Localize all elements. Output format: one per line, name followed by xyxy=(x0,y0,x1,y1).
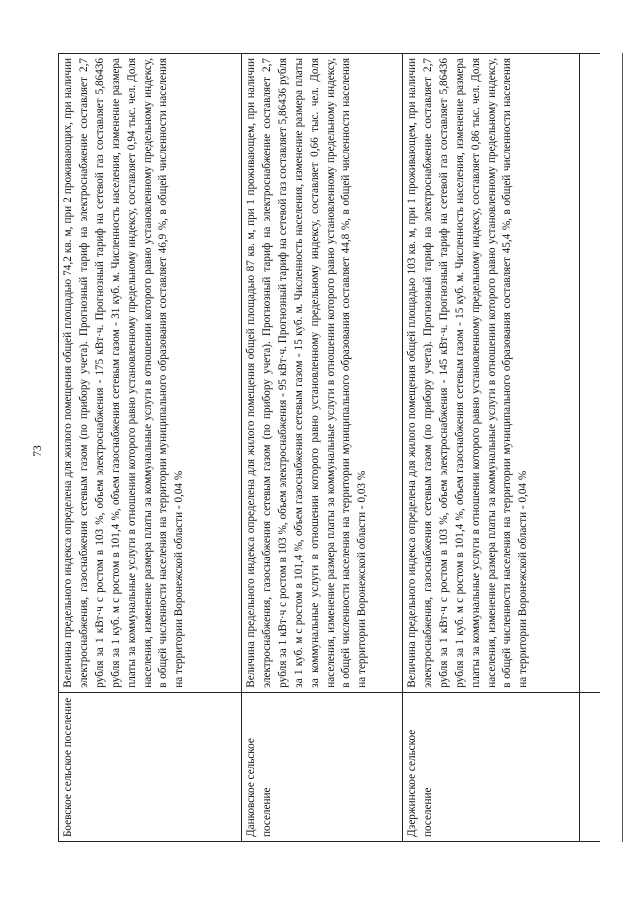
settlement-name-cell: Боевское сельское поселение xyxy=(59,692,242,841)
settlement-index-table xyxy=(58,53,600,842)
empty-cell xyxy=(580,692,601,841)
page-bottom-rule xyxy=(622,53,623,842)
table-row-continuation xyxy=(580,54,601,842)
index-description-cell: Величина предельного индекса определена для жилого помещения общей площадью 74,2 кв. м, при 2 проживающих, при наличии электроснабжения, газоснабжения сетевым газом (по прибору учета). Прогнозный тариф на электроснабжение составляет 2,7 рубля за 1 кВт·ч с ростом в 103 %, объем электроснабжения - 175 кВт·ч. Прогнозный тариф на сетевой газ составляет 5,86436 рубля за 1 куб. м с ростом в 101,4 %, объем газоснабжения сетевым газом - 31 куб. м. Численность населения, изменение размера платы за коммунальные услуги в отношении которого равно установленному предельному индексу, составляет 0,94 тыс. чел. Доля населения, изменение размера платы за коммунальные услуги в отношении которого равно установленному предельному индексу, в общей численности населения на территории муниципального образования составляет 46,9 %, в общей численности населения на территории Воронежской области - 0,04 % xyxy=(59,54,242,693)
index-description-cell: Величина предельного индекса определена для жилого помещения общей площадью 103 кв. м, при 1 проживающем, при наличии электроснабжения, газоснабжения сетевым газом (по прибору учета). Прогнозный тариф на электроснабжение составляет 2,7 рубля за 1 кВт·ч с ростом в 103 %, объем электроснабжения - 145 кВт·ч. Прогнозный тариф на сетевой газ составляет 5,86436 рубля за 1 куб. м с ростом в 101,4 %, объем газоснабжения сетевым газом - 15 куб. м. Численность населения, изменение размера платы за коммунальные услуги в отношении которого равно установленному предельному индексу, составляет 0,86 тыс. чел. Доля населения, изменение размера платы за коммунальные услуги в отношении которого равно установленному предельному индексу, в общей численности населения на территории муниципального образования составляет 45,4 %, в общей численности населения на территории Воронежской области - 0,04 % xyxy=(403,54,580,693)
settlement-name-cell: Данковское сельское поселение xyxy=(242,692,403,841)
table-row xyxy=(403,54,580,842)
index-description-cell: Величина предельного индекса определена для жилого помещения общей площадью 87 кв. м, при 1 проживающем, при наличии электроснабжения, газоснабжения сетевым газом (по прибору учета). Прогнозный тариф на электроснабжение составляет 2,7 рубля за 1 кВт·ч с ростом в 103 %, объем электроснабжения - 95 кВт·ч. Прогнозный тариф на сетевой газ составляет 5,86436 рубля за 1 куб. м с ростом в 101,4 %, объем газоснабжения сетевым газом - 15 куб. м. Численность населения, изменение размера платы за коммунальные услуги в отношении которого равно установленному предельному индексу, составляет 0,66 тыс. чел. Доля населения, изменение размера платы за коммунальные услуги в отношении которого равно установленному предельному индексу, в общей численности населения на территории муниципального образования составляет 44,8 %, в общей численности населения на территории Воронежской области - 0,03 % xyxy=(242,54,403,693)
table-row xyxy=(242,54,403,842)
page-number: 73 xyxy=(32,445,44,457)
settlement-name-cell: Дзержинское сельское поселение xyxy=(403,692,580,841)
table-row xyxy=(59,54,242,842)
empty-cell xyxy=(580,54,601,693)
